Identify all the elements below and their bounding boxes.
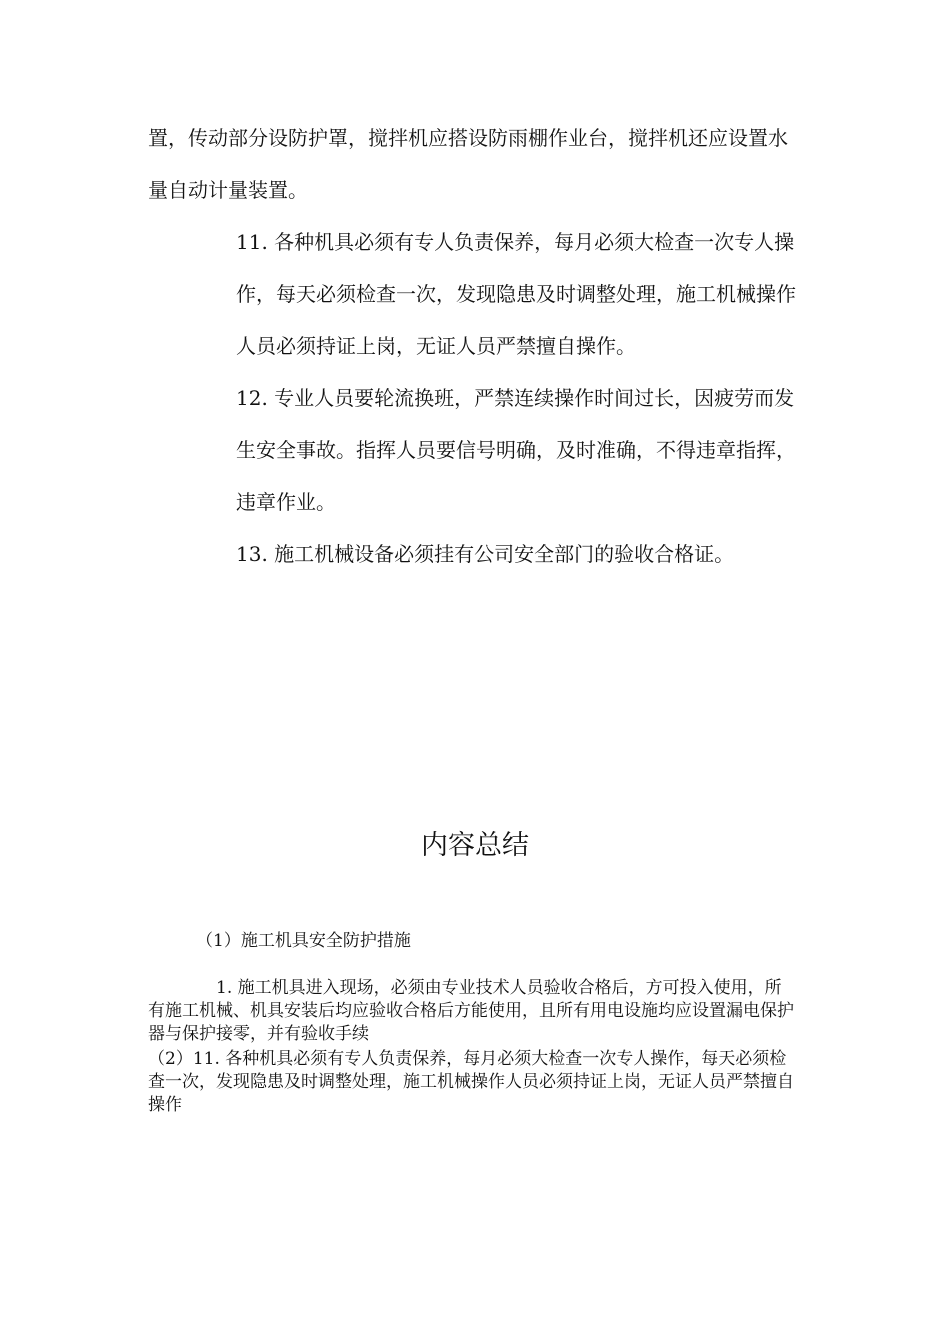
body-paragraph-continuation: 置，传动部分设防护罩，搅拌机应搭设防雨棚作业台，搅拌机还应设置水量自动计量装置。	[148, 126, 788, 202]
body-paragraph-item-13: 13. 施工机械设备必须挂有公司安全部门的验收合格证。	[236, 542, 735, 566]
summary-item-1-heading: （1）施工机具安全防护措施	[196, 931, 411, 951]
summary-title: 内容总结	[421, 830, 529, 861]
summary-item-1-text: 1. 施工机具进入现场，必须由专业技术人员验收合格后，方可投入使用，所有施工机械、机具安装后均应验收合格后方能使用，且所有用电设施均应设置漏电保护器与保护接零，并有验收手续	[148, 978, 794, 1044]
summary-item-2-text: （2）11. 各种机具必须有专人负责保养，每月必须大检查一次专人操作，每天必须检查一次，发现隐患及时调整处理，施工机械操作人员必须持证上岗，无证人员严禁擅自操作	[148, 1049, 794, 1115]
body-paragraph-item-11: 11. 各种机具必须有专人负责保养，每月必须大检查一次专人操作，每天必须检查一次，发现隐患及时调整处理，施工机械操作人员必须持证上岗，无证人员严禁擅自操作。	[236, 230, 796, 358]
body-paragraph-item-12: 12. 专业人员要轮流换班，严禁连续操作时间过长，因疲劳而发生安全事故。指挥人员要信号明确，及时准确，不得违章指挥，违章作业。	[236, 386, 796, 514]
